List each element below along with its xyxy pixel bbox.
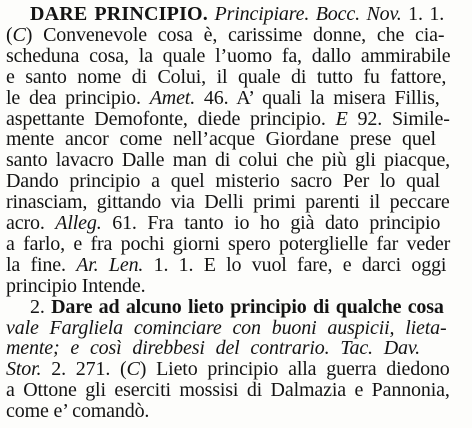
text-run: aspettante Demofonte, diede principio.: [6, 107, 336, 130]
styled-text: DARE PRINCIPIO.: [30, 3, 209, 25]
text-run: mente ancor come nell’acque Giordane prese quel: [6, 128, 436, 151]
text-run: ) Convenevole cosa è, carissime donne, che cia-: [25, 23, 445, 46]
text-run: Dando principio a quel misterio sacro Per lo qual: [6, 170, 440, 193]
text-run: scheduna cosa, la quale l’uomo fa, dallo ammirabile: [6, 44, 451, 67]
styled-text: vale Fargliela cominciare con buoni auspicii, lieta-: [6, 316, 447, 339]
text-run: 92. Simile-: [347, 107, 450, 130]
text-run: la fine.: [6, 253, 77, 276]
entry-line: [6, 399, 149, 423]
styled-text: C: [12, 23, 26, 46]
text-run: 1. 1. E lo vuol fare, e darci oggi: [143, 253, 447, 276]
text-run: 2.: [30, 295, 52, 318]
text-run: principio Intende.: [6, 274, 146, 297]
styled-text: Dare ad alcuno lieto principio di qualche cosa: [51, 295, 444, 318]
text-run: le dea principio.: [6, 86, 150, 109]
text-run: (: [6, 23, 13, 46]
text-run: a farlo, e fra pochi giorni spero poterglielle far veder: [6, 232, 451, 255]
styled-text: C: [126, 358, 140, 381]
styled-text: Principiare. Bocc. Nov.: [214, 3, 402, 25]
text-run: rinasciam, gittando via Delli primi parenti il peccare: [6, 191, 450, 214]
text-run: come e’ comandò.: [6, 400, 150, 423]
text-run: a Ottone gli eserciti mossisi di Dalmazia e Pannonia,: [6, 379, 450, 402]
text-run: 1. 1.: [401, 3, 445, 25]
text-run: santo lavacro Dalle man di colui che più gli piacque,: [6, 149, 451, 172]
styled-text: Amet.: [149, 86, 196, 109]
text-run: 61. Fra tanto io ho già dato principio: [101, 212, 441, 234]
styled-text: Ar. Len.: [76, 253, 144, 276]
styled-text: Stor.: [6, 358, 42, 381]
styled-text: mente; e così direbbesi del contrario. Tac. Dav.: [6, 337, 420, 360]
text-run: 46. A’ quali la misera Fillis,: [195, 86, 440, 109]
styled-text: E: [335, 107, 348, 130]
text-run: e santo nome di Colui, il quale di tutto fu fattore,: [6, 65, 447, 88]
text-run: ) Lieto principio alla guerra diedono: [139, 358, 450, 381]
styled-text: Alleg.: [55, 212, 102, 234]
text-run: acro.: [6, 212, 56, 234]
text-run: 2. 271. (: [41, 358, 127, 381]
